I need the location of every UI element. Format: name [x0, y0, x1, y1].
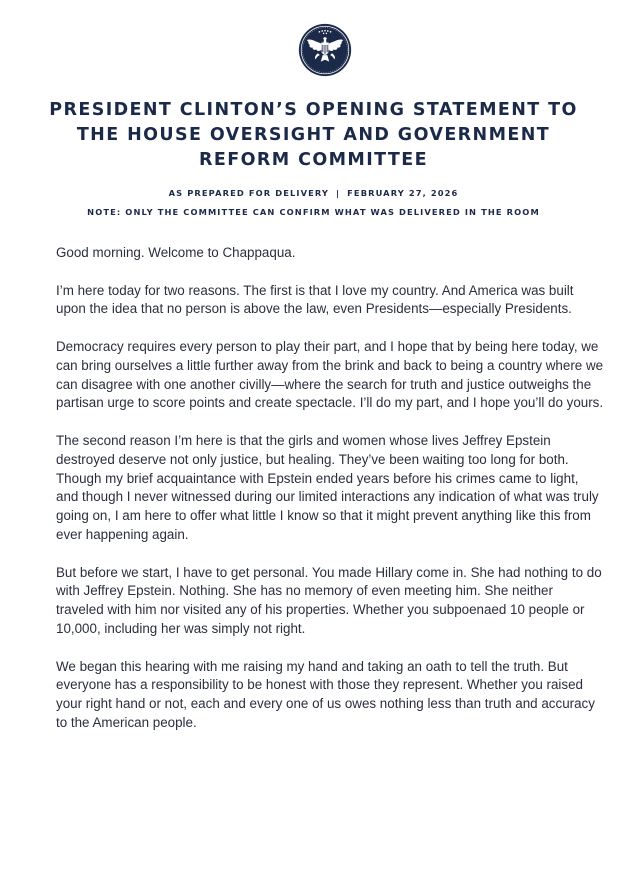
paragraph: Good morning. Welcome to Chappaqua. [56, 245, 296, 260]
delivery-separator: | [336, 188, 341, 198]
statement-body [56, 244, 604, 752]
delivery-note: NOTE: ONLY THE COMMITTEE CAN CONFIRM WHAT WAS DELIVERED IN THE ROOM [87, 207, 540, 217]
statement-title: PRESIDENT CLINTON’S OPENING STATEMENT TO THE HOUSE OVERSIGHT AND GOVERNMENT REFORM COMMITTEE [49, 100, 578, 170]
delivery-date: FEBRUARY 27, 2026 [347, 188, 459, 198]
paragraph: We began this hearing with me raising my hand and taking an oath to tell the truth. But everyone has a responsibility to be honest with those they represent. Whether you raised your right hand or not, each and every one of us owes nothing less than truth and accuracy to the American people. [56, 658, 595, 730]
eagle-seal-icon [297, 22, 353, 78]
paragraph: I’m here today for two reasons. The first is that I love my country. And America was built upon the idea that no person is above the law, even Presidents—especially Presidents. [56, 282, 574, 317]
paragraph: But before we start, I have to get personal. You made Hillary come in. She had nothing to do with Jeffrey Epstein. Nothing. She has no memory of even meeting him. She neither traveled with him nor visited any of his properties. Whether you subpoenaed 10 people or 10,000, including her was simply not right. [56, 564, 602, 636]
delivery-line [20, 188, 607, 198]
paragraph: The second reason I’m here is that the girls and women whose lives Jeffrey Epstein destroyed deserve not only justice, but healing. They’ve been waiting too long for both. Though my brief acquaintance with Epstein ended years before his crimes came to light, and though I never witnessed during our limited interactions any indication of what was truly going on, I am here to offer what little I know so that it might prevent anything like this from ever happening again. [56, 432, 599, 542]
paragraph: Democracy requires every person to play their part, and I hope that by being here today, we can bring ourselves a little further away from the brink and back to being a country where we can disagree with one another civilly—where the search for truth and justice outweighs the partisan urge to score points and create spectacle. I’ll do my part, and I hope you’ll do yours. [56, 338, 604, 411]
delivery-label: AS PREPARED FOR DELIVERY [168, 188, 330, 198]
